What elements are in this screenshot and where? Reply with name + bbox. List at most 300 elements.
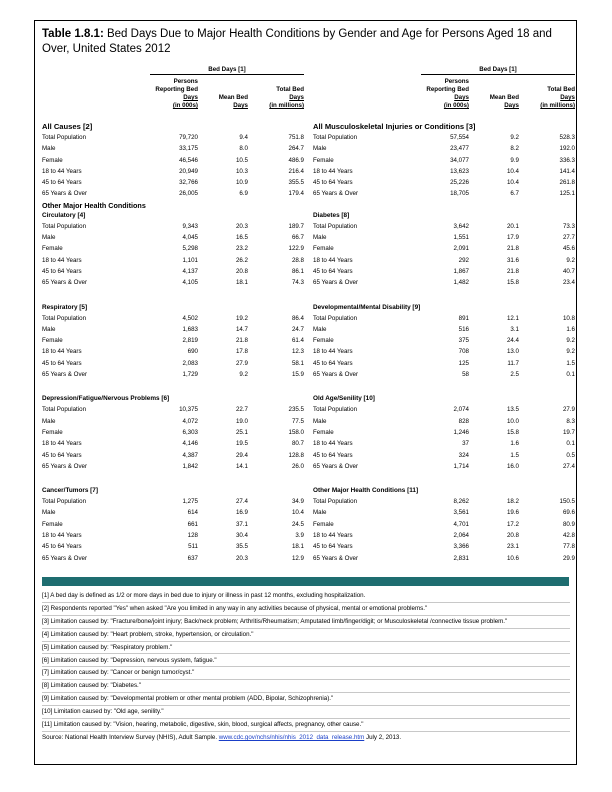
total-value: 45.6 bbox=[562, 245, 575, 253]
total-value: 486.9 bbox=[288, 156, 304, 164]
row-label: 45 to 64 Years bbox=[313, 543, 353, 551]
header-text: Days bbox=[560, 94, 575, 101]
mean-value: 14.7 bbox=[235, 325, 248, 333]
table-row bbox=[42, 346, 304, 357]
table-row bbox=[42, 232, 304, 243]
row-label: 45 to 64 Years bbox=[42, 451, 82, 459]
total-value: 122.9 bbox=[288, 245, 304, 253]
total-value: 12.3 bbox=[291, 348, 304, 356]
mean-value: 19.0 bbox=[235, 417, 248, 425]
mean-value: 12.1 bbox=[506, 314, 519, 322]
header-text: (in millions) bbox=[540, 102, 575, 109]
row-label: 45 to 64 Years bbox=[42, 543, 82, 551]
table-title-text: Bed Days Due to Major Health Conditions by Gender and Age for Persons Aged 18 and Over, United States 2012 bbox=[42, 28, 552, 55]
total-value: 0.5 bbox=[566, 451, 575, 459]
persons-value: 2,064 bbox=[453, 532, 469, 540]
persons-value: 25,226 bbox=[450, 179, 469, 187]
table-row bbox=[313, 255, 575, 266]
persons-value: 891 bbox=[458, 314, 469, 322]
total-value: 86.4 bbox=[291, 314, 304, 322]
row-label: Male bbox=[42, 234, 56, 242]
persons-value: 6,303 bbox=[182, 428, 198, 436]
mean-value: 19.6 bbox=[506, 509, 519, 517]
persons-value: 2,831 bbox=[453, 554, 469, 562]
header-text: (in 000s) bbox=[172, 102, 198, 109]
row-label: Female bbox=[42, 520, 63, 528]
mean-value: 24.4 bbox=[506, 337, 519, 345]
mean-value: 19.5 bbox=[235, 440, 248, 448]
persons-value: 1,729 bbox=[182, 371, 198, 379]
persons-value: 8,262 bbox=[453, 498, 469, 506]
row-label: 65 Years & Over bbox=[313, 279, 359, 287]
total-value: 61.4 bbox=[291, 337, 304, 345]
table-row bbox=[313, 346, 575, 357]
table-row bbox=[313, 177, 575, 188]
mean-value: 22.7 bbox=[235, 406, 248, 414]
table-row bbox=[42, 277, 304, 288]
table-row bbox=[313, 404, 575, 415]
persons-value: 2,074 bbox=[453, 406, 469, 414]
total-value: 264.7 bbox=[288, 145, 304, 153]
table-number: Table 1.8.1: bbox=[42, 28, 104, 40]
mean-value: 26.2 bbox=[235, 256, 248, 264]
total-value: 8.3 bbox=[566, 417, 575, 425]
table-row bbox=[42, 427, 304, 438]
total-value: 1.6 bbox=[566, 325, 575, 333]
header-text: Days bbox=[183, 94, 198, 101]
persons-value: 37 bbox=[462, 440, 469, 448]
spacer bbox=[313, 200, 575, 211]
section-title: Depression/Fatigue/Nervous Problems [6] bbox=[42, 395, 170, 403]
section-rows bbox=[313, 404, 575, 472]
total-value: 24.5 bbox=[291, 520, 304, 528]
mean-value: 17.8 bbox=[235, 348, 248, 356]
section-title: All Causes [2] bbox=[42, 122, 93, 131]
section-title: Developmental/Mental Disability [9] bbox=[313, 303, 421, 311]
table-row bbox=[313, 277, 575, 288]
section-rows bbox=[313, 313, 575, 381]
row-label: 18 to 44 Years bbox=[313, 167, 353, 175]
persons-value: 324 bbox=[458, 451, 469, 459]
row-label: Male bbox=[42, 325, 56, 333]
footnote: [7] Limitation caused by: "Cancer or benign tumor/cyst." bbox=[42, 667, 570, 680]
section-title: Other Major Health Conditions [11] bbox=[313, 487, 419, 495]
mean-value: 1.5 bbox=[510, 451, 519, 459]
persons-value: 708 bbox=[458, 348, 469, 356]
mean-value: 19.2 bbox=[235, 314, 248, 322]
row-label: Male bbox=[313, 417, 327, 425]
persons-value: 10,375 bbox=[179, 406, 198, 414]
row-label: Female bbox=[313, 245, 334, 253]
footnote: [5] Limitation caused by: "Respiratory problem." bbox=[42, 642, 570, 655]
total-value: 9.2 bbox=[566, 348, 575, 356]
total-value: 66.7 bbox=[291, 234, 304, 242]
row-label: 45 to 64 Years bbox=[313, 451, 353, 459]
source-suffix: July 2, 2013. bbox=[364, 733, 402, 741]
row-label: 18 to 44 Years bbox=[313, 440, 353, 448]
mean-value: 31.6 bbox=[506, 256, 519, 264]
header-text: Total Bed bbox=[547, 86, 575, 93]
table-row bbox=[42, 507, 304, 518]
table-row bbox=[313, 553, 575, 564]
section-title: Circulatory [4] bbox=[42, 211, 86, 219]
total-value: 19.7 bbox=[562, 428, 575, 436]
mean-value: 10.9 bbox=[235, 179, 248, 187]
mean-value: 2.5 bbox=[510, 371, 519, 379]
table-row bbox=[313, 155, 575, 166]
header-text: Reporting Bed bbox=[426, 86, 469, 93]
header-text: Days bbox=[504, 102, 519, 109]
mean-value: 9.9 bbox=[510, 156, 519, 164]
table-row bbox=[313, 313, 575, 324]
table-row bbox=[313, 335, 575, 346]
table-row bbox=[42, 155, 304, 166]
mean-value: 10.6 bbox=[506, 554, 519, 562]
section-rows bbox=[313, 132, 575, 200]
mean-value: 10.4 bbox=[506, 167, 519, 175]
row-label: Male bbox=[313, 509, 327, 517]
persons-value: 1,867 bbox=[453, 267, 469, 275]
persons-value: 1,246 bbox=[453, 428, 469, 436]
total-value: 179.4 bbox=[288, 190, 304, 198]
table-row bbox=[42, 496, 304, 507]
row-label: Female bbox=[313, 337, 334, 345]
persons-value: 79,720 bbox=[179, 134, 198, 141]
header-text: Mean Bed bbox=[489, 94, 519, 101]
total-value: 751.8 bbox=[288, 134, 304, 141]
row-label: 65 Years & Over bbox=[42, 279, 88, 287]
persons-value: 4,045 bbox=[182, 234, 198, 242]
section-title: All Musculoskeletal Injuries or Conditions [3] bbox=[313, 122, 476, 131]
footnote: [8] Limitation caused by: "Diabetes." bbox=[42, 680, 570, 693]
mean-value: 16.0 bbox=[506, 462, 519, 470]
persons-value: 46,546 bbox=[179, 156, 198, 164]
table-row bbox=[313, 243, 575, 254]
persons-value: 9,343 bbox=[182, 222, 198, 230]
header-text: Reporting Bed bbox=[155, 86, 198, 93]
row-label: 65 Years & Over bbox=[313, 371, 359, 379]
total-value: 40.7 bbox=[562, 267, 575, 275]
header-text: (in 000s) bbox=[443, 102, 469, 109]
mean-value: 20.1 bbox=[506, 222, 519, 230]
total-value: 77.8 bbox=[562, 543, 575, 551]
row-label: Total Population bbox=[313, 222, 358, 230]
total-value: 141.4 bbox=[559, 167, 575, 175]
header-rule bbox=[150, 74, 304, 75]
total-value: 73.3 bbox=[562, 222, 575, 230]
table-row bbox=[42, 266, 304, 277]
persons-value: 18,705 bbox=[450, 190, 469, 198]
total-value: 158.0 bbox=[288, 428, 304, 436]
table-row bbox=[42, 335, 304, 346]
row-label: Total Population bbox=[42, 406, 87, 414]
column-header bbox=[313, 66, 575, 121]
table-row bbox=[313, 427, 575, 438]
table-row bbox=[313, 416, 575, 427]
mean-value: 8.2 bbox=[510, 145, 519, 153]
row-label: 65 Years & Over bbox=[42, 371, 88, 379]
persons-value: 2,083 bbox=[182, 359, 198, 367]
table-row bbox=[42, 243, 304, 254]
total-value: 189.7 bbox=[288, 222, 304, 230]
row-label: 65 Years & Over bbox=[313, 462, 359, 470]
persons-value: 1,842 bbox=[182, 462, 198, 470]
table-row bbox=[42, 461, 304, 472]
table-row bbox=[42, 177, 304, 188]
total-value: 0.1 bbox=[566, 371, 575, 379]
total-value: 125.1 bbox=[559, 190, 575, 198]
row-label: 18 to 44 Years bbox=[42, 167, 82, 175]
row-label: Male bbox=[313, 234, 327, 242]
persons-value: 3,561 bbox=[453, 509, 469, 517]
total-value: 86.1 bbox=[291, 267, 304, 275]
persons-value: 4,701 bbox=[453, 520, 469, 528]
table-row bbox=[42, 541, 304, 552]
row-label: 45 to 64 Years bbox=[313, 179, 353, 187]
total-value: 80.7 bbox=[291, 440, 304, 448]
spacer bbox=[313, 380, 575, 394]
mean-header bbox=[202, 94, 248, 110]
total-value: 10.8 bbox=[562, 314, 575, 322]
persons-value: 32,766 bbox=[179, 179, 198, 187]
mean-value: 16.5 bbox=[235, 234, 248, 242]
total-value: 216.4 bbox=[288, 167, 304, 175]
total-value: 3.9 bbox=[295, 532, 304, 540]
table-row bbox=[42, 358, 304, 369]
total-value: 69.6 bbox=[562, 509, 575, 517]
table-row bbox=[313, 188, 575, 199]
section-title: Old Age/Senility [10] bbox=[313, 395, 375, 403]
total-value: 528.3 bbox=[559, 134, 575, 141]
mean-value: 1.6 bbox=[510, 440, 519, 448]
row-label: Male bbox=[42, 509, 56, 517]
persons-value: 4,146 bbox=[182, 440, 198, 448]
spacer bbox=[313, 472, 575, 486]
row-label: 18 to 44 Years bbox=[42, 348, 82, 356]
table-row bbox=[42, 553, 304, 564]
persons-value: 4,387 bbox=[182, 451, 198, 459]
mean-value: 23.1 bbox=[506, 543, 519, 551]
left-column bbox=[42, 66, 304, 564]
mean-value: 17.2 bbox=[506, 520, 519, 528]
row-label: Total Population bbox=[313, 498, 358, 506]
table-row bbox=[42, 450, 304, 461]
total-value: 192.0 bbox=[559, 145, 575, 153]
total-value: 9.2 bbox=[566, 337, 575, 345]
persons-value: 26,005 bbox=[179, 190, 198, 198]
table-row bbox=[313, 530, 575, 541]
footnote: [9] Limitation caused by: "Developmental problem or other mental problem (ADD, Bipolar, Schizophrenia)." bbox=[42, 693, 570, 706]
table-row bbox=[313, 438, 575, 449]
persons-value: 34,077 bbox=[450, 156, 469, 164]
total-value: 1.5 bbox=[566, 359, 575, 367]
section-rows bbox=[42, 313, 304, 381]
total-header bbox=[523, 86, 575, 110]
table-row bbox=[42, 166, 304, 177]
row-label: Total Population bbox=[313, 406, 358, 414]
total-value: 28.8 bbox=[291, 256, 304, 264]
persons-value: 125 bbox=[458, 359, 469, 367]
total-value: 355.5 bbox=[288, 179, 304, 187]
row-label: 45 to 64 Years bbox=[42, 179, 82, 187]
total-value: 24.7 bbox=[291, 325, 304, 333]
mean-value: 20.8 bbox=[506, 532, 519, 540]
row-label: 18 to 44 Years bbox=[42, 256, 82, 264]
table-row bbox=[42, 438, 304, 449]
section-title: Diabetes [8] bbox=[313, 211, 350, 219]
header-text: Total Bed bbox=[276, 86, 304, 93]
divider-band bbox=[42, 577, 569, 586]
mean-value: 3.1 bbox=[510, 325, 519, 333]
total-header bbox=[252, 86, 304, 110]
persons-value: 511 bbox=[188, 543, 198, 551]
mean-value: 10.5 bbox=[235, 156, 248, 164]
table-row bbox=[42, 255, 304, 266]
persons-value: 4,137 bbox=[182, 267, 198, 275]
mean-value: 35.5 bbox=[235, 543, 248, 551]
row-label: Male bbox=[313, 325, 327, 333]
row-label: Female bbox=[42, 245, 63, 253]
source-link[interactable]: www.cdc.gov/nchs/nhis/nhis_2012_data_release.htm bbox=[218, 733, 365, 741]
persons-value: 20,949 bbox=[179, 167, 198, 175]
table-row bbox=[313, 166, 575, 177]
mean-value: 9.2 bbox=[510, 134, 519, 141]
total-value: 27.7 bbox=[562, 234, 575, 242]
persons-value: 1,275 bbox=[182, 498, 198, 506]
persons-value: 3,366 bbox=[453, 543, 469, 551]
persons-value: 614 bbox=[187, 509, 198, 517]
persons-value: 4,502 bbox=[182, 314, 198, 322]
total-value: 58.1 bbox=[291, 359, 304, 367]
persons-value: 1,683 bbox=[182, 325, 198, 333]
table-row bbox=[42, 221, 304, 232]
total-value: 23.4 bbox=[562, 279, 575, 287]
persons-header bbox=[142, 78, 198, 110]
table-row bbox=[42, 143, 304, 154]
source-prefix: Source: National Health Interview Survey (NHIS), Adult Sample. bbox=[42, 733, 219, 741]
mean-value: 25.1 bbox=[235, 428, 248, 436]
mean-value: 27.9 bbox=[235, 359, 248, 367]
total-value: 235.5 bbox=[288, 406, 304, 414]
row-label: 45 to 64 Years bbox=[313, 267, 353, 275]
persons-value: 1,482 bbox=[453, 279, 469, 287]
persons-value: 23,477 bbox=[450, 145, 469, 153]
mean-value: 21.8 bbox=[506, 267, 519, 275]
row-label: Female bbox=[313, 156, 334, 164]
persons-value: 58 bbox=[462, 371, 469, 379]
footnote: [2] Respondents reported "Yes" when asked "Are you limited in any way in any activities because of physical, mental or emotional problems." bbox=[42, 603, 570, 616]
row-label: 65 Years & Over bbox=[42, 190, 88, 198]
persons-value: 1,101 bbox=[182, 256, 198, 264]
table-row bbox=[42, 324, 304, 335]
header-text: Days bbox=[233, 102, 248, 109]
persons-value: 33,175 bbox=[179, 145, 198, 153]
section-rows bbox=[42, 132, 304, 200]
total-value: 74.3 bbox=[291, 279, 304, 287]
table-title bbox=[42, 27, 570, 57]
table-row bbox=[42, 132, 304, 143]
mean-value: 15.8 bbox=[506, 279, 519, 287]
mean-value: 18.2 bbox=[506, 498, 519, 506]
row-label: Male bbox=[42, 417, 56, 425]
row-label: 65 Years & Over bbox=[313, 190, 359, 198]
table-row bbox=[313, 369, 575, 380]
section-title: Cancer/Tumors [7] bbox=[42, 487, 98, 495]
section-rows bbox=[313, 496, 575, 564]
total-value: 80.9 bbox=[562, 520, 575, 528]
table-row bbox=[313, 232, 575, 243]
mean-value: 11.7 bbox=[507, 359, 519, 367]
table-row bbox=[42, 188, 304, 199]
table-row bbox=[42, 530, 304, 541]
persons-value: 3,642 bbox=[453, 222, 469, 230]
persons-value: 13,623 bbox=[450, 167, 469, 175]
table-row bbox=[313, 358, 575, 369]
table-row bbox=[42, 313, 304, 324]
row-label: 18 to 44 Years bbox=[313, 348, 353, 356]
row-label: Male bbox=[313, 145, 327, 153]
table-row bbox=[313, 221, 575, 232]
header-text: Days bbox=[454, 94, 469, 101]
mean-value: 21.8 bbox=[235, 337, 248, 345]
bed-days-header: Bed Days [1] bbox=[208, 66, 246, 73]
mean-value: 6.7 bbox=[510, 190, 519, 198]
mean-value: 29.4 bbox=[235, 451, 248, 459]
table-row bbox=[313, 132, 575, 143]
footnote: [1] A bed day is defined as 1/2 or more days in bed due to injury or illness in past 12 months, excluding hospitalization. bbox=[42, 590, 570, 603]
table-row bbox=[42, 519, 304, 530]
total-value: 12.9 bbox=[291, 554, 304, 562]
total-value: 26.0 bbox=[291, 462, 304, 470]
total-value: 9.2 bbox=[566, 256, 575, 264]
mean-value: 30.4 bbox=[235, 532, 248, 540]
spacer bbox=[42, 380, 304, 394]
row-label: 65 Years & Over bbox=[313, 554, 359, 562]
persons-value: 292 bbox=[458, 256, 469, 264]
mean-value: 21.8 bbox=[506, 245, 519, 253]
header-text: Persons bbox=[173, 78, 198, 85]
row-label: Male bbox=[42, 145, 56, 153]
mean-value: 9.2 bbox=[239, 371, 248, 379]
total-value: 128.8 bbox=[288, 451, 304, 459]
row-label: 18 to 44 Years bbox=[42, 440, 82, 448]
row-label: 18 to 44 Years bbox=[313, 256, 353, 264]
section-title: Respiratory [5] bbox=[42, 303, 88, 311]
persons-value: 2,091 bbox=[453, 245, 469, 253]
mean-value: 16.9 bbox=[235, 509, 248, 517]
persons-value: 516 bbox=[458, 325, 469, 333]
total-value: 27.9 bbox=[562, 406, 575, 414]
total-value: 34.9 bbox=[291, 498, 304, 506]
row-label: 45 to 64 Years bbox=[313, 359, 353, 367]
row-label: 18 to 44 Years bbox=[42, 532, 82, 540]
table-row bbox=[313, 143, 575, 154]
total-value: 150.5 bbox=[559, 498, 575, 506]
bed-days-header: Bed Days [1] bbox=[479, 66, 517, 73]
persons-value: 1,551 bbox=[453, 234, 469, 242]
mean-value: 13.0 bbox=[506, 348, 519, 356]
row-label: Female bbox=[42, 337, 63, 345]
group-title: Other Major Health Conditions bbox=[42, 200, 146, 210]
persons-value: 661 bbox=[187, 520, 198, 528]
section-rows bbox=[42, 496, 304, 564]
persons-header bbox=[413, 78, 469, 110]
total-value: 18.1 bbox=[291, 543, 304, 551]
persons-value: 828 bbox=[458, 417, 469, 425]
table-row bbox=[42, 416, 304, 427]
mean-value: 23.2 bbox=[235, 245, 248, 253]
total-value: 15.9 bbox=[291, 371, 304, 379]
